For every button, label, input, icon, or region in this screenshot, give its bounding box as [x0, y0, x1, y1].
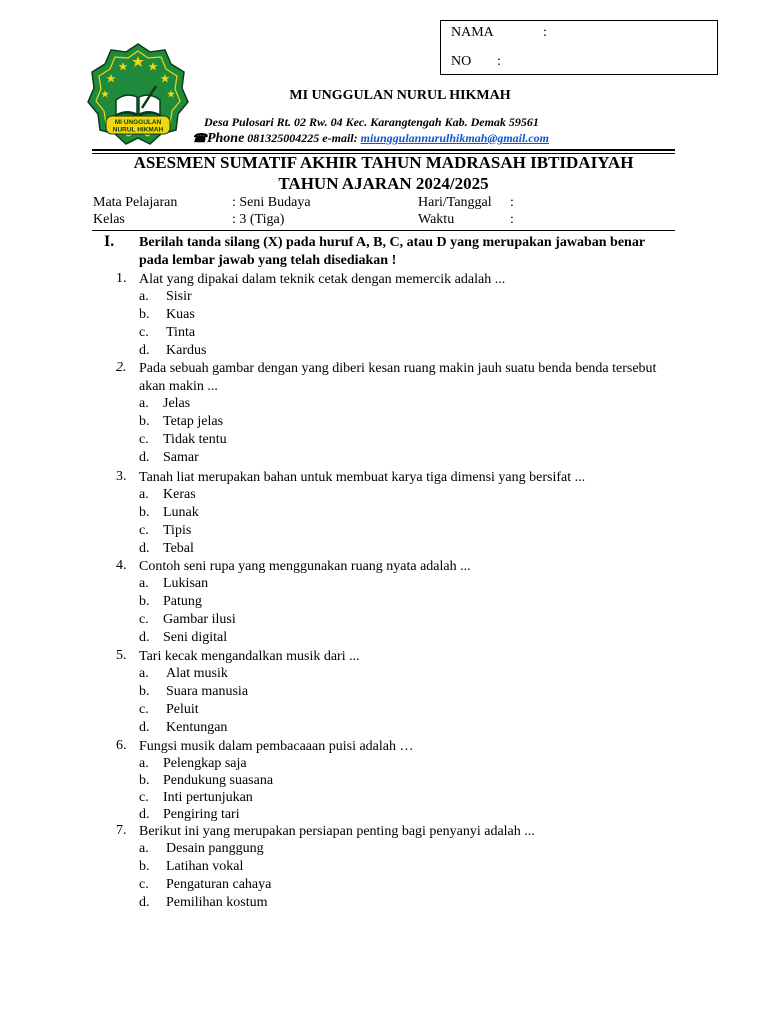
option-letter: a. [139, 756, 149, 771]
option-text: Lukisan [163, 576, 209, 591]
question-number: 5. [116, 648, 127, 663]
option-letter: d. [139, 541, 150, 556]
option-letter: b. [139, 859, 150, 874]
option-letter: a. [139, 396, 149, 411]
question-text: Contoh seni rupa yang menggunakan ruang nyata adalah ... [139, 559, 471, 574]
option-letter: c. [139, 325, 149, 340]
option-text: Kardus [166, 343, 207, 358]
option-text: Samar [163, 450, 199, 465]
option-text: Inti pertunjukan [163, 790, 253, 805]
phone-number: 081325004225 [247, 131, 320, 145]
option-text: Pengiring tari [163, 807, 240, 822]
option-letter: c. [139, 612, 149, 627]
option-text: Jelas [163, 396, 191, 411]
option-letter: d. [139, 807, 150, 822]
option-text: Tebal [163, 541, 194, 556]
option-letter: c. [139, 432, 149, 447]
option-text: Suara manusia [166, 684, 249, 699]
student-identity-box [440, 20, 718, 75]
phone-icon: ☎ [192, 131, 207, 145]
option-letter: b. [139, 594, 150, 609]
date-value: : [510, 195, 514, 210]
option-text: Keras [163, 487, 196, 502]
meta-divider [92, 230, 675, 231]
email-label: e-mail: [322, 131, 358, 145]
logo-text-line1: MI UNGGULAN [114, 119, 162, 126]
option-text: Pengaturan cahaya [166, 877, 272, 892]
section-instruction: Berilah tanda silang (X) pada huruf A, B, C, atau D yang merupakan jawaban benar pada lembar jawab yang telah disediakan ! [139, 235, 645, 268]
question-number: 3. [116, 469, 127, 484]
option-letter: c. [139, 877, 149, 892]
number-label: NO [451, 54, 472, 69]
option-text: Pelengkap saja [163, 756, 247, 771]
option-text: Kentungan [166, 720, 228, 735]
option-letter: a. [139, 487, 149, 502]
option-text: Tinta [166, 325, 196, 340]
option-letter: d. [139, 895, 150, 910]
option-letter: a. [139, 289, 149, 304]
option-letter: a. [139, 576, 149, 591]
option-letter: d. [139, 630, 150, 645]
option-text: Tidak tentu [163, 432, 227, 447]
option-letter: b. [139, 773, 150, 788]
email-link[interactable]: miunggulannurulhikmah@gmail.com [360, 131, 550, 145]
option-text: Peluit [166, 702, 199, 717]
option-letter: b. [139, 307, 150, 322]
option-letter: b. [139, 684, 150, 699]
class-label: Kelas [93, 212, 125, 227]
name-colon: : [543, 25, 547, 40]
option-letter: c. [139, 790, 149, 805]
option-letter: b. [139, 414, 150, 429]
option-text: Pendukung suasana [163, 773, 274, 788]
school-contact [192, 131, 549, 147]
option-text: Latihan vokal [166, 859, 244, 874]
option-text: Tipis [163, 523, 192, 538]
exam-year: TAHUN AJARAN 2024/2025 [278, 174, 489, 193]
option-letter: c. [139, 523, 149, 538]
option-text: Sisir [166, 289, 192, 304]
option-text: Tetap jelas [163, 414, 224, 429]
option-text: Pemilihan kostum [166, 895, 268, 910]
question-text: Pada sebuah gambar dengan yang diberi kesan ruang makin jauh suatu benda benda tersebut akan makin ... [139, 361, 657, 394]
option-text: Patung [163, 594, 202, 609]
exam-title: ASESMEN SUMATIF AKHIR TAHUN MADRASAH IBTIDAIYAH [133, 153, 634, 172]
time-label: Waktu [418, 212, 455, 227]
logo-text-line2: NURUL HIKMAH [112, 126, 164, 134]
question-text: Tanah liat merupakan bahan untuk membuat karya tiga dimensi yang bersifat ... [139, 470, 586, 485]
option-text: Seni digital [163, 630, 228, 645]
question-number: 1. [116, 271, 127, 286]
subject-value: : Seni Budaya [232, 195, 311, 210]
date-label: Hari/Tanggal [418, 195, 492, 210]
option-letter: c. [139, 702, 149, 717]
option-text: Lunak [163, 505, 199, 520]
option-text: Gambar ilusi [163, 612, 236, 627]
option-text: Kuas [166, 307, 195, 322]
option-letter: a. [139, 841, 149, 856]
option-letter: d. [139, 343, 150, 358]
subject-label: Mata Pelajaran [93, 195, 178, 210]
question-number: 2. [116, 360, 127, 375]
name-label: NAMA [451, 25, 494, 40]
section-number: I. [104, 233, 115, 250]
option-letter: d. [139, 450, 150, 465]
question-number: 6. [116, 738, 127, 753]
question-number: 7. [116, 823, 127, 838]
question-text: Fungsi musik dalam pembacaaan puisi adalah … [139, 739, 414, 754]
option-letter: b. [139, 505, 150, 520]
question-text: Tari kecak mengandalkan musik dari ... [139, 649, 360, 664]
number-colon: : [497, 54, 501, 69]
option-letter: a. [139, 666, 149, 681]
option-text: Desain panggung [166, 841, 264, 856]
phone-label: Phone [206, 131, 245, 146]
class-value: : 3 (Tiga) [232, 212, 285, 227]
question-number: 4. [116, 558, 127, 573]
school-address: Desa Pulosari Rt. 02 Rw. 04 Kec. Karangtengah Kab. Demak 59561 [204, 115, 539, 129]
question-text: Berikut ini yang merupakan persiapan penting bagi penyanyi adalah ... [139, 824, 535, 839]
header-divider-thick [92, 149, 675, 151]
school-emblem-icon [86, 42, 190, 146]
time-value: : [510, 212, 514, 227]
option-text: Alat musik [166, 666, 228, 681]
option-letter: d. [139, 720, 150, 735]
question-text: Alat yang dipakai dalam teknik cetak dengan memercik adalah ... [139, 272, 506, 287]
school-name: MI UNGGULAN NURUL HIKMAH [289, 88, 511, 103]
